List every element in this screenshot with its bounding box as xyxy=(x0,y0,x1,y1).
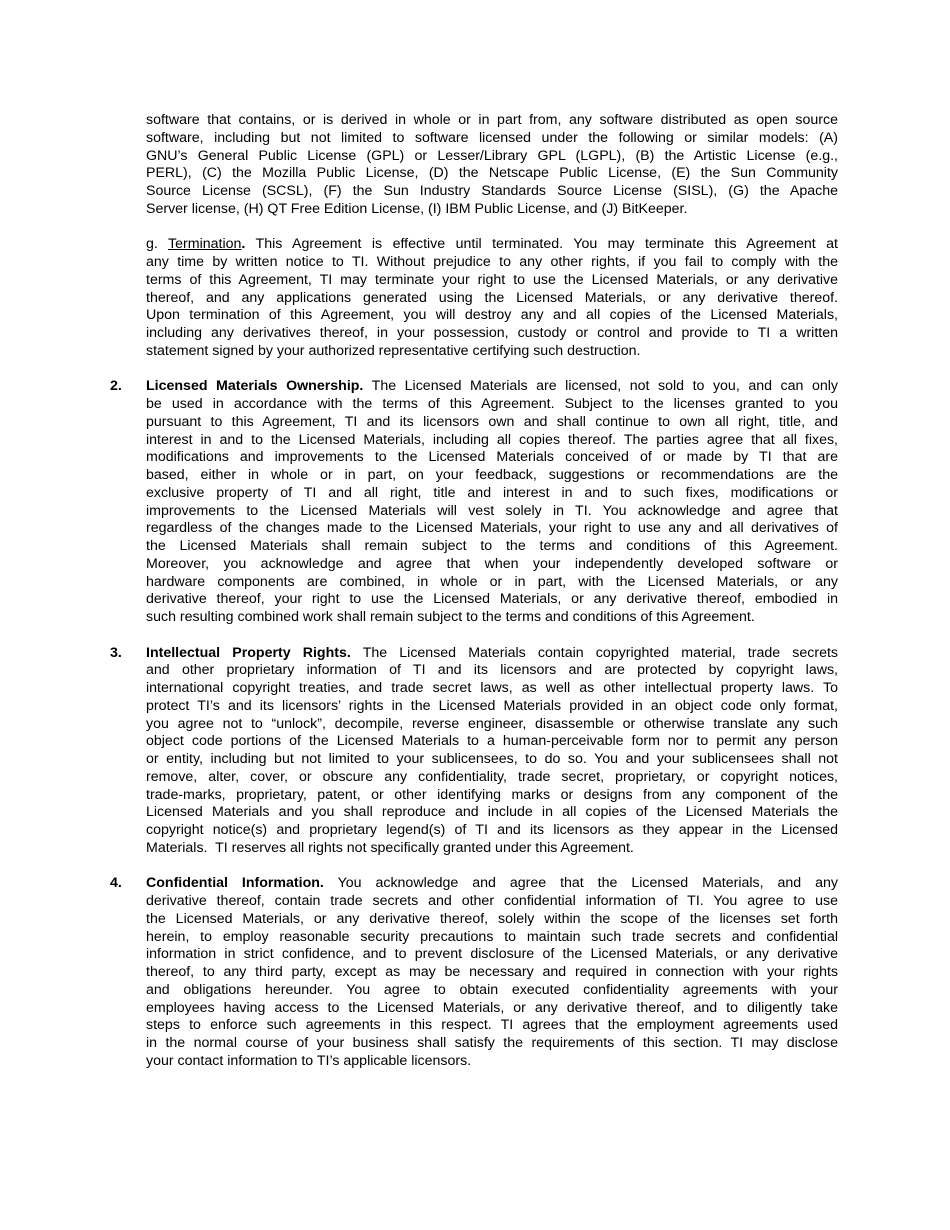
text-line xyxy=(146,378,838,396)
section-heading: Confidential Information. xyxy=(146,875,324,892)
text-line: pursuant to this Agreement, TI and its licensors own and shall continue to own all right, title, and xyxy=(146,413,838,430)
text-line: the Licensed Materials, or any derivative thereof, solely within the scope of the licenses set forth xyxy=(146,910,838,927)
text-line: or entity, including but not limited to your sublicensees, to do so. You and your sublicensees shall not xyxy=(146,751,838,767)
text-line: based, either in whole or in part, on your feedback, suggestions or recommendations are the xyxy=(146,467,838,483)
text-line: derivative thereof, contain trade secrets and other confidential information of TI. You agree to use xyxy=(146,893,838,909)
text-line: software that contains, or is derived in whole or in part from, any software distributed as open source xyxy=(146,112,838,128)
text-line: you agree not to “unlock”, decompile, reverse engineer, disassemble or otherwise translate any such xyxy=(146,715,838,732)
subsection-title: Termination xyxy=(168,236,242,253)
text-line: information in strict confidence, and to prevent disclosure of the Licensed Materials, or any derivative xyxy=(146,946,838,963)
text-line: PERL), (C) the Mozilla Public License, (D) the Netscape Public License, (E) the Sun Community xyxy=(146,165,838,182)
text-line: thereof, to any third party, except as may be necessary and required in connection with your rights xyxy=(146,964,838,980)
section-number: 4. xyxy=(110,875,122,892)
text-line: Materials. TI reserves all rights not specifically granted under this Agreement. xyxy=(146,839,634,856)
text-line: derivative thereof, your right to use the Licensed Materials, or any derivative thereof, embodied in xyxy=(146,591,838,608)
text-line: thereof, and any applications generated using the Licensed Materials, or any derivative thereof. xyxy=(146,289,838,306)
text-line-body: This Agreement is effective until terminated. You may terminate this Agreement at xyxy=(245,236,838,253)
text-line: hardware components are combined, in whole or in part, with the Licensed Materials, or any xyxy=(146,573,838,590)
text-line: protect TI’s and its licensors’ rights in the Licensed Materials provided in an object code only format, xyxy=(146,697,838,714)
text-line: Source License (SCSL), (F) the Sun Industry Standards Source License (SISL), (G) the Apache xyxy=(146,183,838,199)
text-line xyxy=(146,236,838,254)
text-line xyxy=(146,645,838,663)
text-line: improvements to the Licensed Materials will vest solely in TI. You acknowledge and agree that xyxy=(146,502,838,519)
text-line: and obligations hereunder. You agree to obtain executed confidentiality agreements with your xyxy=(146,981,838,998)
paragraph-open-source-continuation xyxy=(146,112,838,219)
text-line: terms of this Agreement, TI may terminate your right to use the Licensed Materials, or any derivative xyxy=(146,271,838,288)
text-line: in the normal course of your business shall satisfy the requirements of this section. TI may disclose xyxy=(146,1035,838,1051)
text-line xyxy=(146,875,838,893)
text-line-body: The Licensed Materials are licensed, not sold to you, and can only xyxy=(363,378,838,395)
document-page xyxy=(110,112,839,1088)
text-line: such resulting combined work shall remain subject to the terms and conditions of this Agreement. xyxy=(146,609,755,625)
text-line: and other proprietary information of TI and its licensors and are protected by copyright laws, xyxy=(146,662,838,679)
text-line: international copyright treaties, and trade secret laws, as well as other intellectual property laws. To xyxy=(146,680,838,696)
text-line: regardless of the changes made to the Licensed Materials, your right to use any and all derivatives of xyxy=(146,520,838,537)
paragraph-licensed-materials-ownership xyxy=(110,378,838,627)
text-line: herein, to employ reasonable security precautions to maintain such trade secrets and confidential xyxy=(146,928,838,945)
text-line: be used in accordance with the terms of this Agreement. Subject to the licenses granted to you xyxy=(146,396,838,412)
section-heading: Licensed Materials Ownership. xyxy=(146,378,364,395)
text-line-body: You acknowledge and agree that the Licensed Materials, and any xyxy=(323,875,839,892)
text-line: remove, alter, cover, or obscure any confidentiality, trade secret, proprietary, or copyright notices, xyxy=(146,768,838,785)
text-line: object code portions of the Licensed Materials to a human-perceivable form nor to permit any person xyxy=(146,733,838,750)
section-number: 3. xyxy=(110,644,122,661)
text-line: Server license, (H) QT Free Edition License, (I) IBM Public License, and (J) BitKeeper. xyxy=(146,200,688,217)
text-line: any time by written notice to TI. Without prejudice to any other rights, if you fail to comply with the xyxy=(146,254,838,270)
text-line: interest in and to the Licensed Materials, including all copies thereof. The parties agree that all fixes, xyxy=(146,431,838,448)
text-line: modifications and improvements to the Licensed Materials conceived of or made by TI that are xyxy=(146,449,838,466)
text-line: exclusive property of TI and all right, title and interest in and to such fixes, modifications or xyxy=(146,484,838,501)
text-line: Upon termination of this Agreement, you will destroy any and all copies of the Licensed Materials, xyxy=(146,307,838,324)
text-line-body: The Licensed Materials contain copyrighted material, trade secrets xyxy=(350,644,838,661)
text-line: trade-marks, proprietary, patent, or other identifying marks or designs from any component of the xyxy=(146,786,838,803)
paragraph-confidential-information xyxy=(110,875,839,1070)
text-line: your contact information to TI’s applicable licensors. xyxy=(146,1052,472,1069)
section-heading: Intellectual Property Rights. xyxy=(146,644,351,661)
text-line: copyright notice(s) and proprietary legend(s) of TI and its licensors as they appear in the Licensed xyxy=(146,822,838,838)
section-number: 2. xyxy=(110,378,122,395)
paragraph-termination-clause xyxy=(146,236,838,360)
subsection-label: g. xyxy=(146,236,169,253)
text-line: employees having access to the Licensed Materials, or any derivative thereof, and to diligently take xyxy=(146,999,838,1016)
text-line: the Licensed Materials shall remain subject to the terms and conditions of this Agreement. xyxy=(146,538,838,554)
text-line: including any derivatives thereof, in your possession, custody or control and provide to TI a written xyxy=(146,325,838,341)
text-line: statement signed by your authorized representative certifying such destruction. xyxy=(146,342,641,359)
text-line: steps to enforce such agreements in this respect. TI agrees that the employment agreements used xyxy=(146,1017,838,1034)
text-line: Licensed Materials and you shall reproduce and include in all copies of the Licensed Materials the xyxy=(146,804,838,821)
text-line: Moreover, you acknowledge and agree that when your independently developed software or xyxy=(146,555,838,572)
paragraph-intellectual-property-rights xyxy=(110,644,838,858)
section-heading: . xyxy=(241,236,246,253)
text-line: software, including but not limited to software licensed under the following or similar models: (A) xyxy=(146,129,838,146)
text-line: GNU’s General Public License (GPL) or Lesser/Library GPL (LGPL), (B) the Artistic License (e.g., xyxy=(146,147,838,164)
